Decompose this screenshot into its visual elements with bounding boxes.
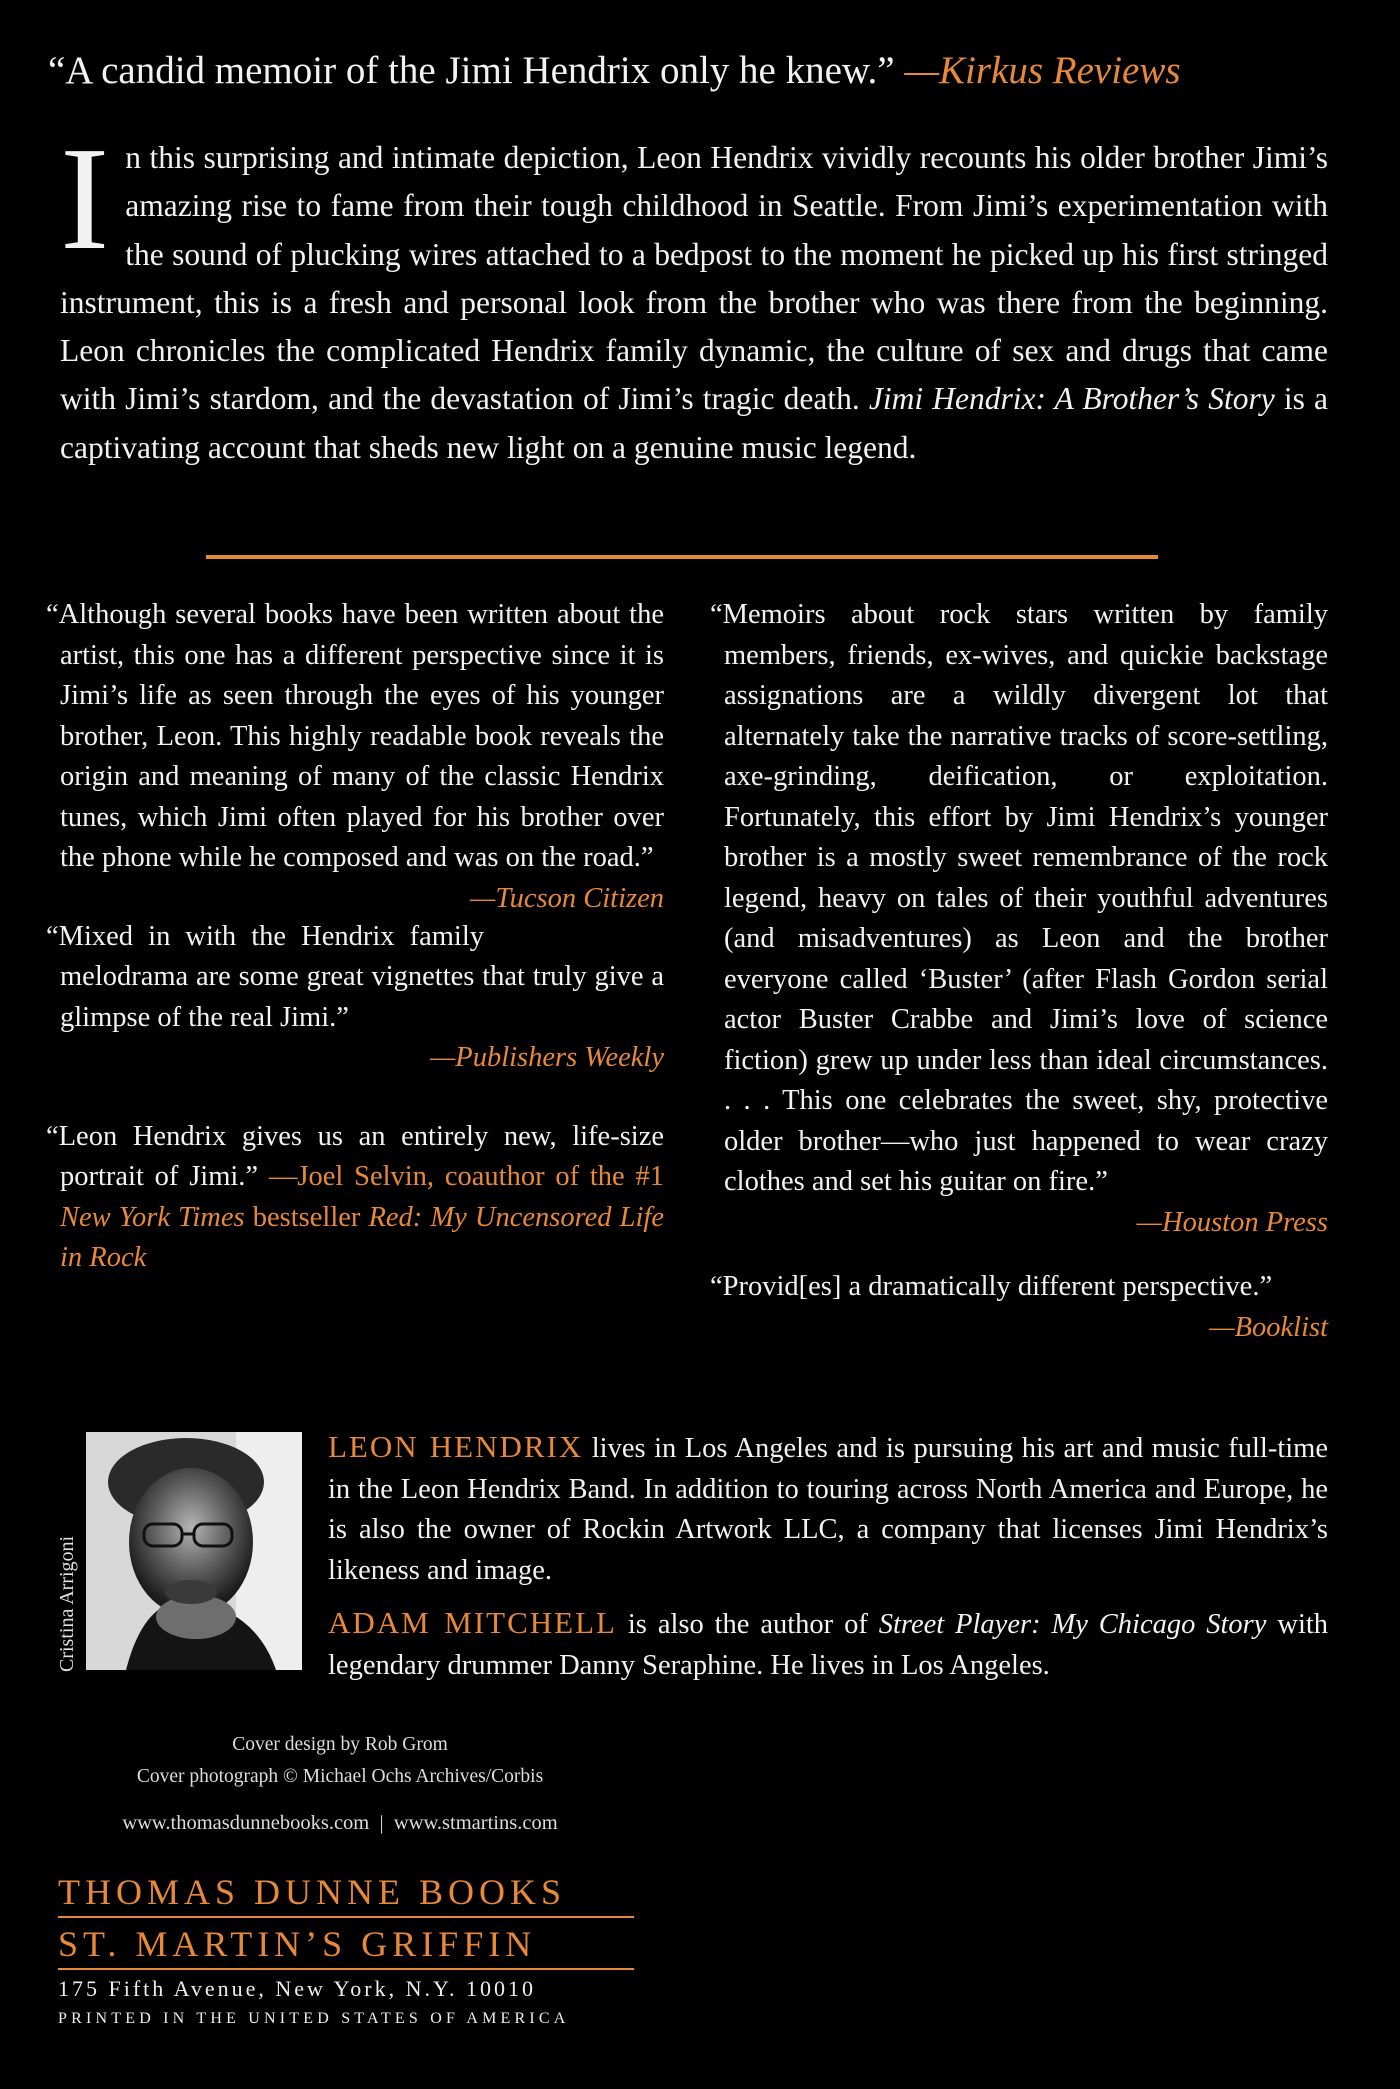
publisher-rule <box>58 1968 634 1970</box>
blurb-source: —Tucson Citizen <box>470 882 664 914</box>
blurb-publishers-weekly <box>46 917 664 1079</box>
blurb-tucson <box>46 595 664 914</box>
author-photo <box>86 1432 302 1670</box>
headline <box>48 44 1368 98</box>
drop-cap: I <box>60 117 110 281</box>
cover-credits <box>60 1729 620 1793</box>
publisher-imprint-1: THOMAS DUNNE BOOKS <box>58 1872 567 1912</box>
website-urls: www.thomasdunnebooks.com | www.stmartins.com <box>122 1812 558 1834</box>
publisher-block <box>58 1870 638 2028</box>
blurb-houston-press <box>710 595 1328 1243</box>
headline-quote: “A candid memoir of the Jimi Hendrix only he knew.” <box>48 49 895 92</box>
selvin-attr-nyt: New York Times <box>60 1201 245 1233</box>
bio-adam-text: is also the author of <box>627 1609 868 1640</box>
blurb-booklist <box>710 1267 1328 1348</box>
bio-adam-book: Street Player: My Chicago Story <box>878 1609 1267 1640</box>
bio-leon <box>328 1427 1328 1591</box>
printed-notice: PRINTED IN THE UNITED STATES OF AMERICA <box>58 2010 570 2027</box>
bio-adam-text-end: with legendary drummer Danny Seraphine. He lives in Los Angeles. <box>328 1609 1329 1681</box>
selvin-attr-bestseller: bestseller <box>252 1201 361 1233</box>
blurb-source: —Publishers Weekly <box>429 1042 664 1073</box>
intro-book-title: Jimi Hendrix: A Brother’s Story <box>868 381 1275 417</box>
publisher-address: 175 Fifth Avenue, New York, N.Y. 10010 <box>58 1976 537 2001</box>
blurb-text: “Leon Hendrix gives us an entirely new, life-size portrait of Jimi.” <box>46 1120 664 1192</box>
bio-adam <box>328 1603 1328 1686</box>
photo-credit: Cristina Arrigoni <box>56 1535 78 1672</box>
quotes-right-column <box>710 595 1328 1348</box>
bio-leon-text: lives in Los Angeles and is pursuing his art and music full-time in the Leon Hendrix Band. In addition to touring across North America and Europe, he is also the owner of Rockin Artwork LLC, a company that licenses Jimi Hendrix’s likeness and image. <box>328 1433 1328 1586</box>
intro-text: n this surprising and intimate depiction, Leon Hendrix vividly recounts his older brother Jimi’s amazing rise to fame from their tough childhood in Seattle. From Jimi’s experimentation with the sound of plucking wires attached to a bedpost to the moment he picked up his first stringed instrument, this is a fresh and personal look from the brother who was there from the beginning. Leon chronicles the complicated Hendrix family dynamic, the culture of sex and drugs that came with Jimi’s stardom, and the devastation of Jimi’s tragic death. <box>60 140 1328 417</box>
publisher-imprint-2: ST. MARTIN’S GRIFFIN <box>58 1924 537 1964</box>
selvin-attr-a: —Joel Selvin, coauthor of the #1 <box>268 1161 665 1192</box>
cover-photo-credit: Cover photograph © Michael Ochs Archives/Corbis <box>136 1766 544 1787</box>
headline-source: —Kirkus Reviews <box>904 49 1181 92</box>
selvin-attr-book: Red: My Uncensored Life in Rock <box>60 1201 665 1273</box>
blurb-text: “Provid[es] a dramatically different perspective.” <box>710 1271 1273 1302</box>
author-bios <box>328 1427 1328 1698</box>
blurb-text: “Memoirs about rock stars written by family members, friends, ex-wives, and quickie backstage assignations are a wildly divergent lot that alternately take the narrative tracks of score-settling, axe-grinding, deification, or exploitation. Fortunately, this effort by Jimi Hendrix’s younger brother is a mostly sweet remembrance of the rock legend, heavy on tales of their youthful adventures (and misadventures) as Leon and the brother everyone called ‘Buster’ (after Flash Gordon serial actor Buster Crabbe and Jimi’s love of science fiction) grew up under less than ideal circumstances. . . . This one celebrates the sweet, shy, protective older brother—who just happened to wear crazy clothes and set his guitar on fire.” <box>710 599 1328 1197</box>
quotes-left-column <box>46 595 664 1279</box>
blurb-source: —Booklist <box>1209 1311 1328 1343</box>
blurb-source: —Houston Press <box>1136 1206 1328 1238</box>
intro-text-end: is a captivating account that sheds new light on a genuine music legend. <box>60 381 1329 465</box>
cover-design-credit: Cover design by Rob Grom <box>232 1734 448 1755</box>
author-name-leon: LEON HENDRIX <box>328 1429 584 1464</box>
divider-rule <box>206 555 1158 559</box>
blurb-text: “Although several books have been written about the artist, this one has a different perspective since it is Jimi’s life as seen through the eyes of his younger brother, Leon. This highly readable book reveals the origin and meaning of many of the classic Hendrix tunes, which Jimi often played for his brother over the phone while he composed and was on the road.” <box>46 599 664 873</box>
blurb-text: “Mixed in with the Hendrix family melodrama are some great vignettes that truly give a glimpse of the real Jimi.” <box>46 920 664 1033</box>
intro-paragraph <box>60 117 1329 472</box>
author-name-adam: ADAM MITCHELL <box>328 1605 617 1640</box>
blurb-selvin <box>46 1117 664 1279</box>
publisher-rule <box>58 1916 634 1918</box>
